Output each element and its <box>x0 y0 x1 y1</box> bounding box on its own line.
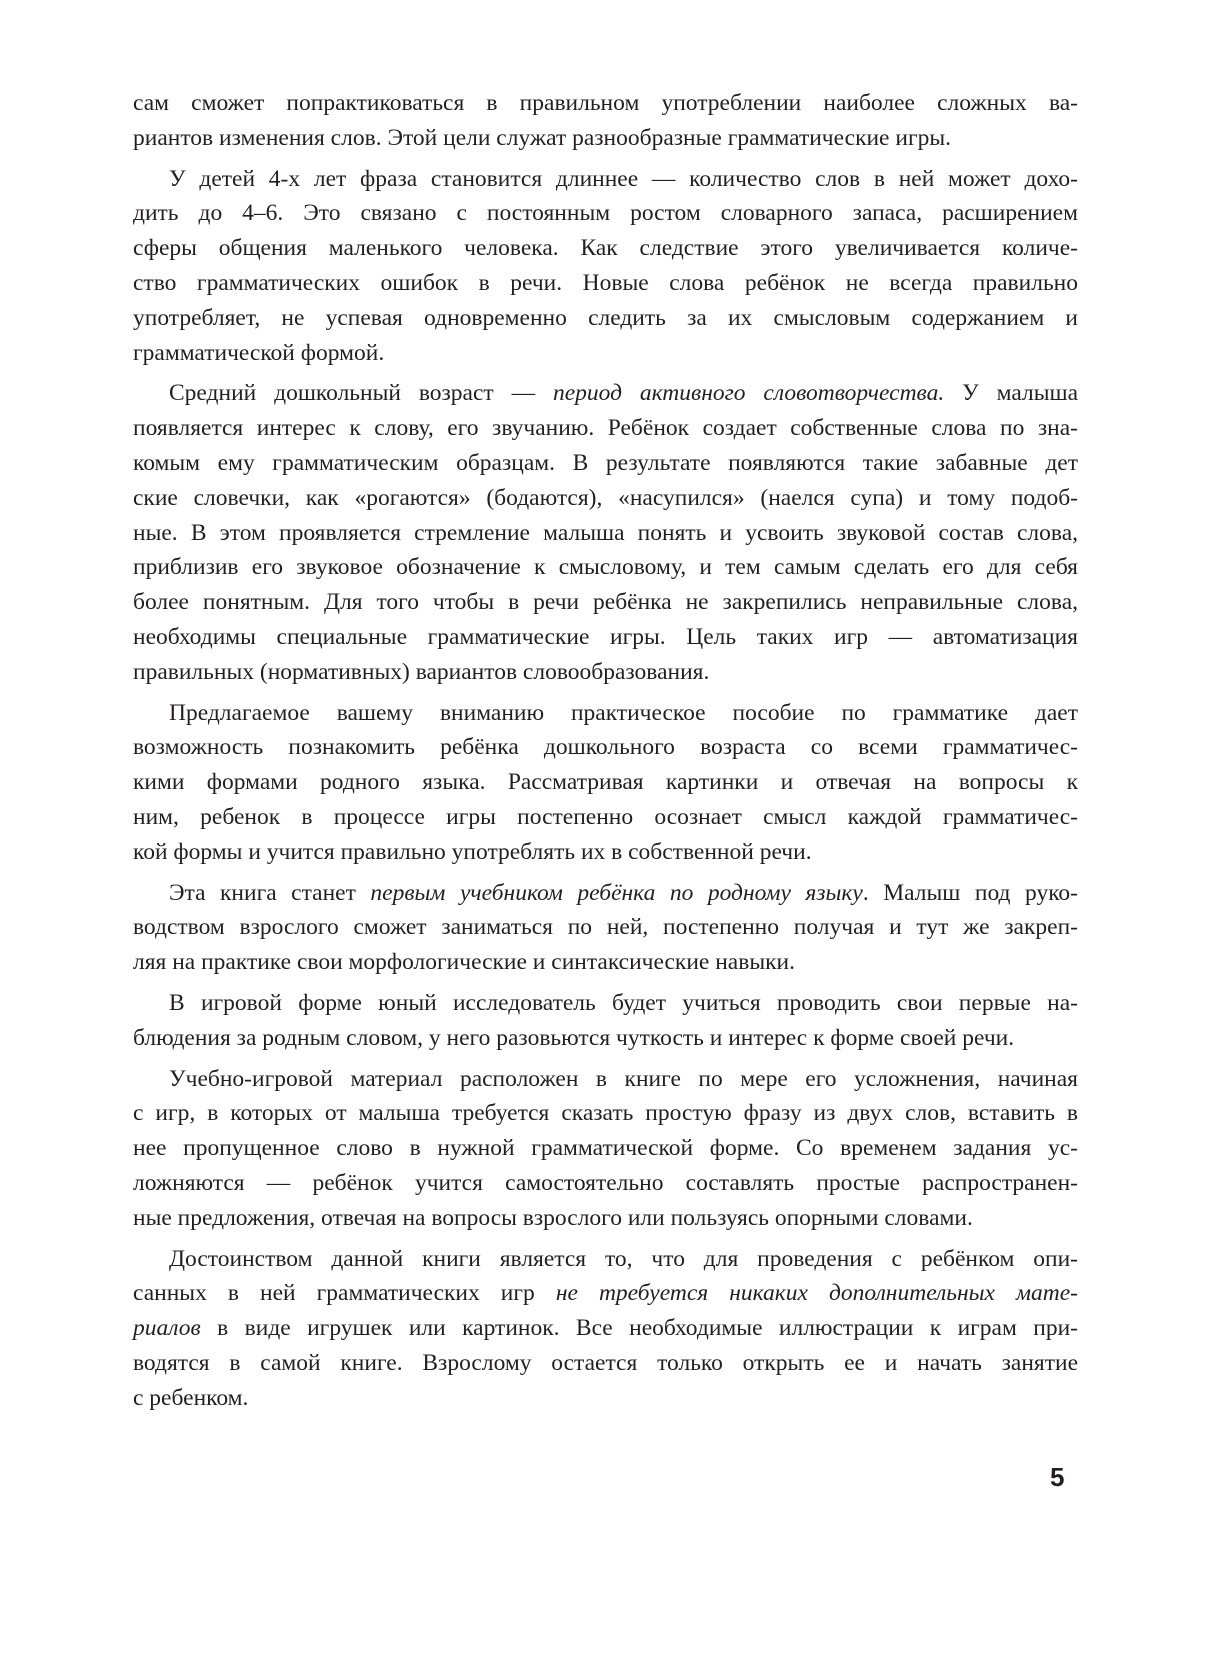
text: кой формы и учится правильно употреблять их в собственной речи. <box>133 838 812 865</box>
text-line <box>133 1242 1078 1277</box>
text: приблизив его звуковое обозначение к смысловому, и тем самым сделать его для себя <box>133 554 1078 581</box>
paragraph <box>133 876 1078 980</box>
text-line <box>133 655 1078 690</box>
text: возможность познакомить ребёнка дошкольного возраста со всеми грамматичес- <box>133 734 1078 761</box>
text: ные предложения, отвечая на вопросы взрослого или пользуясь опорными словами. <box>133 1204 973 1231</box>
text: дить до 4–6. Это связано с постоянным ростом словарного запаса, расширением <box>133 200 1078 227</box>
text-line <box>133 986 1078 1021</box>
text-line <box>133 945 1078 980</box>
text-line <box>133 231 1078 266</box>
text: Предлагаемое вашему вниманию практическое пособие по грамматике дает <box>169 699 1078 726</box>
italic-text: первым учебником ребёнка по родному языку <box>370 879 863 906</box>
text-line <box>133 121 1078 156</box>
text: Эта книга станет <box>169 879 371 906</box>
text: Учебно-игровой материал расположен в книге по мере его усложнения, начиная <box>169 1065 1078 1092</box>
text: ним, ребенок в процессе игры постепенно осознает смысл каждой грамматичес- <box>133 803 1078 830</box>
text: сам сможет попрактиковаться в правильном употреблении наиболее сложных ва- <box>133 90 1078 116</box>
text-line <box>133 336 1078 371</box>
paragraph <box>133 696 1078 870</box>
text: водством взрослого сможет заниматься по ней, постепенно получая и тут же закреп- <box>133 914 1078 941</box>
text: ные. В этом проявляется стремление малыша понять и усвоить звуковой состав слова, <box>133 519 1078 546</box>
text-line <box>133 1381 1078 1416</box>
text: У детей 4-х лет фраза становится длиннее — количество слов в ней может дохо- <box>169 165 1078 192</box>
text-line <box>133 1276 1078 1311</box>
text-line <box>133 696 1078 731</box>
text-line <box>133 1062 1078 1097</box>
text-line <box>133 1201 1078 1236</box>
text-line <box>133 585 1078 620</box>
page-number: 5 <box>1050 1462 1065 1492</box>
paragraph <box>133 376 1078 689</box>
text: ложняются — ребёнок учится самостоятельно составлять простые распространен- <box>133 1169 1078 1196</box>
text-line <box>133 1311 1078 1346</box>
text-line <box>133 481 1078 516</box>
text: риантов изменения слов. Этой цели служат разнообразные грамматические игры. <box>133 124 951 151</box>
text-line <box>133 162 1078 197</box>
text: блюдения за родным словом, у него разовьются чуткость и интерес к форме своей речи. <box>133 1024 1015 1051</box>
text: ские словечки, как «рогаются» (бодаются), «насупился» (наелся супа) и тому подоб- <box>133 484 1078 511</box>
text: . Малыш под руко- <box>862 879 1079 906</box>
text: в виде игрушек или картинок. Все необходимые иллюстрации к играм при- <box>200 1315 1078 1342</box>
text: грамматической формой. <box>133 339 385 366</box>
text: В игровой форме юный исследователь будет учиться проводить свои первые на- <box>169 989 1078 1016</box>
text: необходимы специальные грамматические игры. Цель таких игр — автоматизация <box>133 623 1078 650</box>
text: более понятным. Для того чтобы в речи ребёнка не закрепились неправильные слова, <box>133 589 1078 616</box>
italic-text: не требуется никаких дополнительных мате- <box>555 1280 1079 1307</box>
text-line <box>133 1346 1078 1381</box>
text: сферы общения маленького человека. Как следствие этого увеличивается количе- <box>133 235 1078 262</box>
text: кими формами родного языка. Рассматривая картинки и отвечая на вопросы к <box>133 769 1078 796</box>
text-line <box>133 301 1078 336</box>
paragraph <box>133 162 1078 371</box>
text-line <box>133 1021 1078 1056</box>
text: санных в ней грамматических игр <box>133 1280 556 1307</box>
text-line <box>133 446 1078 481</box>
text: У малыша <box>944 380 1079 407</box>
text-line <box>133 835 1078 870</box>
text-line <box>133 516 1078 551</box>
paragraph <box>133 1242 1078 1416</box>
text: употребляет, не успевая одновременно следить за их смысловым содержанием и <box>133 304 1078 331</box>
text-line <box>133 910 1078 945</box>
text: правильных (нормативных) вариантов словообразования. <box>133 658 710 685</box>
text-line <box>133 620 1078 655</box>
paragraph <box>133 86 1078 156</box>
text: нее пропущенное слово в нужной грамматической форме. Со временем задания ус- <box>133 1135 1078 1162</box>
text: с игр, в которых от малыша требуется сказать простую фразу из двух слов, вставить в <box>133 1100 1078 1127</box>
text-line <box>133 1131 1078 1166</box>
text-line <box>133 800 1078 835</box>
text-line <box>133 730 1078 765</box>
text-line <box>133 196 1078 231</box>
paragraph <box>133 1062 1078 1236</box>
paragraph <box>133 986 1078 1056</box>
text: появляется интерес к слову, его звучанию. Ребёнок создает собственные слова по зна- <box>133 415 1078 442</box>
text: Средний дошкольный возраст — <box>169 380 553 407</box>
text: водятся в самой книге. Взрослому остается только открыть ее и начать занятие <box>133 1349 1078 1376</box>
text-line <box>133 876 1078 911</box>
page-body <box>133 86 1078 1421</box>
text-line <box>133 411 1078 446</box>
text: Достоинством данной книги является то, что для проведения с ребёнком опи- <box>169 1245 1078 1272</box>
italic-text: риалов <box>133 1315 201 1342</box>
text: комым ему грамматическим образцам. В результате появляются такие забавные дет <box>133 449 1078 476</box>
italic-text: период активного словотворчества. <box>552 380 945 407</box>
text-line <box>133 765 1078 800</box>
text-line <box>133 266 1078 301</box>
text-line <box>133 376 1078 411</box>
text-line <box>133 1096 1078 1131</box>
text-line <box>133 550 1078 585</box>
text-line <box>133 1166 1078 1201</box>
text: ство грамматических ошибок в речи. Новые слова ребёнок не всегда правильно <box>133 269 1078 296</box>
text: ляя на практике свои морфологические и синтаксические навыки. <box>133 949 795 976</box>
text-line <box>133 86 1078 121</box>
text: с ребенком. <box>133 1384 249 1411</box>
